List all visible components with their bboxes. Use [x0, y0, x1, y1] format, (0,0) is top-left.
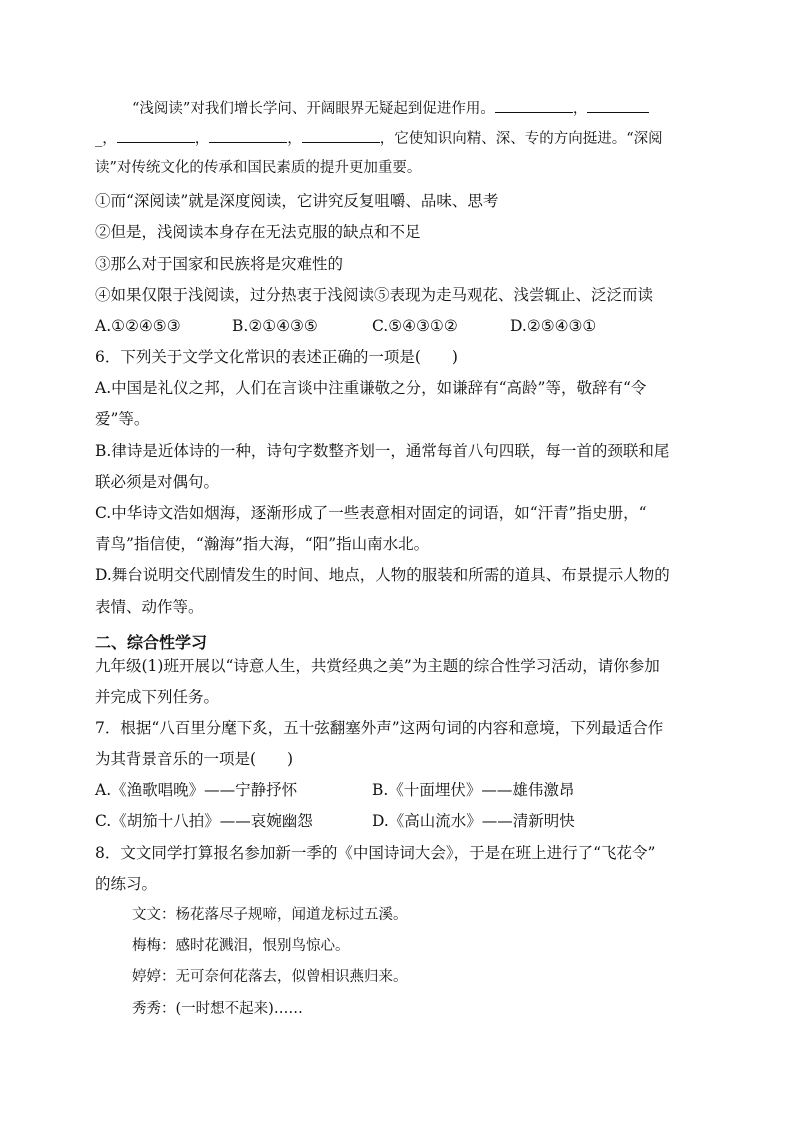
passage-line-1: “浅阅读”对我们增长学问、开阔眼界无疑起到促进作用。 ， [132, 98, 649, 119]
passage-line-3: 读”对传统文化的传承和国民素质的提升更加重要。 [95, 160, 422, 176]
dialog-line-wenwen: 文文：杨花落尽子规啼，闻道龙标过五溪。 [132, 907, 408, 923]
passage-text: ，它使知识向精、深、专的方向挺进。“深阅 [379, 131, 663, 147]
answer-blank[interactable] [302, 128, 380, 143]
section-intro-cont: 并完成下列任务。 [95, 688, 220, 706]
q7-stem-cont: 为其背景音乐的一项是( ) [95, 750, 294, 768]
answer-blank[interactable] [587, 98, 649, 113]
q6-option-a-cont: 爱”等。 [95, 410, 150, 428]
answer-blank[interactable] [117, 128, 195, 143]
q6-option-c-cont: 青鸟”指信使，“瀚海”指大海，“阳”指山南水北。 [95, 535, 430, 553]
dialog-line-xiuxiu: 秀秀：(一时想不起来)…… [132, 1001, 303, 1017]
q7-stem: 7．根据“八百里分麾下炙，五十弦翻塞外声”这两句词的内容和意境，下列最适合作 [95, 719, 664, 737]
sentence-4: ④如果仅限于浅阅读，过分热衷于浅阅读⑤表现为走马观花、浅尝辄止、泛泛而读 [95, 286, 654, 304]
sentence-2: ②但是，浅阅读本身存在无法克服的缺点和不足 [95, 223, 421, 241]
passage-line-2: _， ， ， ，它使知识向精、深、专的方向挺进。“深阅 [95, 128, 663, 149]
q6-stem: 6．下列关于文学文化常识的表述正确的一项是( ) [95, 348, 458, 366]
dialog-line-meimei: 梅梅：感时花溅泪，恨别鸟惊心。 [132, 938, 350, 954]
q7-option-d[interactable]: D.《高山流水》——清新明快 [372, 812, 575, 830]
section-intro: 九年级(1)班开展以“诗意人生，共赏经典之美”为主题的综合性学习活动，请你参加 [95, 657, 660, 675]
q8-stem-cont: 的练习。 [95, 875, 158, 893]
passage-text: “浅阅读”对我们增长学问、开阔眼界无疑起到促进作用。 [132, 101, 495, 117]
dialog-line-tingting: 婷婷：无可奈何花落去，似曾相识燕归来。 [132, 969, 408, 985]
q6-option-c[interactable]: C.中华诗文浩如烟海，逐渐形成了一些表意相对固定的词语，如“汗青”指史册，“ [95, 504, 647, 522]
q7-option-b[interactable]: B.《十面埋伏》——雄伟激昂 [372, 781, 575, 799]
q6-option-b[interactable]: B.律诗是近体诗的一种，诗句字数整齐划一，通常每首八句四联，每一首的颈联和尾 [95, 442, 670, 460]
q6-option-b-cont: 联必须是对偶句。 [95, 473, 220, 491]
sentence-3: ③那么对于国家和民族将是灾难性的 [95, 255, 344, 273]
q5-option-c[interactable]: C.⑤④③①② [372, 317, 458, 335]
q5-option-a[interactable]: A.①②④⑤③ [95, 317, 181, 335]
q6-option-a[interactable]: A.中国是礼仪之邦，人们在言谈中注重谦敬之分，如谦辞有“高龄”等，敬辞有“令 [95, 379, 647, 397]
q8-stem: 8．文文同学打算报名参加新一季的《中国诗词大会》，于是在班上进行了“飞花令” [95, 844, 656, 862]
q5-option-d[interactable]: D.②⑤④③① [510, 317, 597, 335]
q6-option-d-cont: 表情、动作等。 [95, 598, 204, 616]
sentence-1: ①而“深阅读”就是深度阅读，它讲究反复咀嚼、品味、思考 [95, 192, 499, 210]
q6-option-d[interactable]: D.舞台说明交代剧情发生的时间、地点，人物的服装和所需的道具、布景提示人物的 [95, 566, 670, 584]
answer-blank[interactable] [209, 128, 287, 143]
section-heading: 二、综合性学习 [95, 633, 208, 652]
answer-blank[interactable] [495, 98, 573, 113]
q7-option-c[interactable]: C.《胡笳十八拍》——哀婉幽怨 [95, 812, 313, 830]
q5-option-b[interactable]: B.②①④③⑤ [232, 317, 318, 335]
q7-option-a[interactable]: A.《渔歌唱晚》——宁静抒怀 [95, 781, 298, 799]
